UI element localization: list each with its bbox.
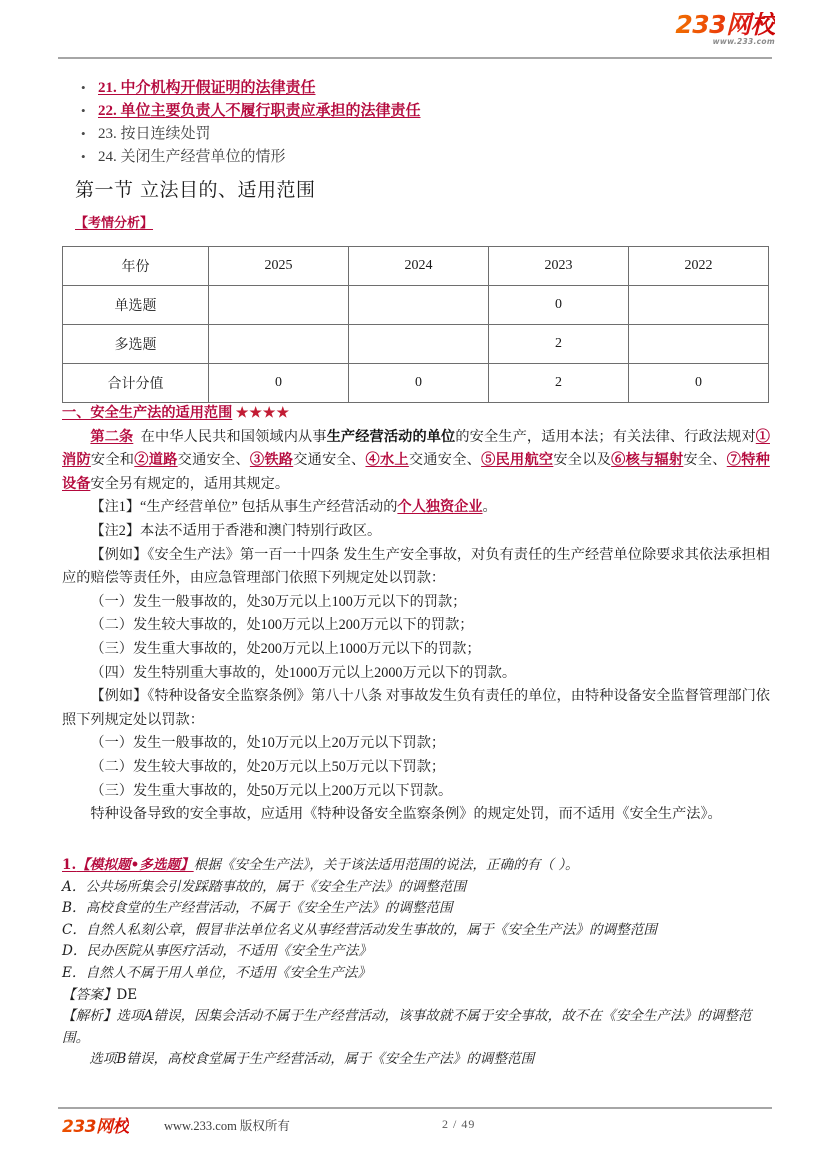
brand-logo [675,12,775,46]
enum-keyword-2: 道路 [148,452,178,469]
table-row-label: 单选题 [63,286,209,325]
question-option[interactable]: A．公共场所集会引发踩踏事故的，属于《安全生产法》的调整范围 [62,878,467,895]
table-cell [209,325,349,364]
article-bold-phrase: 生产经营活动的单位 [326,428,456,445]
note-1-text-a: 【注1】“生产经营单位” 包括从事生产经营活动的 [90,499,398,516]
note-2: 【注2】本法不适用于香港和澳门特别行政区。 [90,522,382,539]
toc-item-label: 23. 按日连续处罚 [98,126,211,142]
exam-statistics-table [62,246,769,403]
list-item[interactable] [78,100,778,123]
enum-marker-5: ⑤ [481,452,496,469]
table-cell: 0 [349,364,489,403]
difficulty-stars: ★★★★ [235,406,291,421]
enum-marker-1: ① [755,428,770,445]
footer-copyright: www.233.com 版权所有 [164,1119,290,1133]
analysis-line-2: 选项B错误，高校食堂属于生产经营活动，属于《安全生产法》的调整范围 [89,1051,535,1068]
question-option[interactable]: D．民办医院从事医疗活动，不适用《安全生产法》 [62,943,372,960]
example-2-item: （一）发生一般事故的，处10万元以上20万元以下罚款； [90,735,446,752]
enum-marker-4: ④ [365,452,380,469]
table-cell [629,325,769,364]
spacer [133,429,140,445]
footer-divider [58,1107,772,1109]
list-item[interactable] [78,77,778,100]
toc-list [78,77,778,169]
example-1-item: （二）发生较大事故的，处100万元以上200万元以下的罚款； [90,617,474,634]
note-1-keyword: 个人独资企业 [397,499,483,516]
enum-marker-3: ③ [249,452,265,469]
enum-marker-6: ⑥ [611,452,626,469]
practice-question-block [62,855,774,1071]
page-footer [62,1112,772,1138]
question-stem-line [62,855,774,877]
analysis-label: 【解析】 [62,1008,117,1025]
note-1 [62,496,770,520]
enum-tail-1: 安全和 [90,452,135,469]
header-divider [58,57,772,59]
table-cell [629,286,769,325]
closing-paragraph: 特种设备导致的安全事故，应适用《特种设备安全监察条例》的规定处罚，而不适用《安全生产法》。 [90,806,722,823]
enum-keyword-1: 消防 [62,452,91,469]
enum-keyword-4: 水上 [379,452,409,469]
brand-logo-text: 233网校 [675,10,775,39]
enum-tail-5: 安全以及 [553,452,612,469]
example-1-item: （三）发生重大事故的，处200万元以上1000万元以下的罚款； [90,640,481,657]
question-type-tag: 【模拟题•多选题】 [76,857,194,873]
article-text-a: 在中华人民共和国领域内从事 [140,428,327,445]
enum-keyword-6: 核与辐射 [625,452,684,469]
page-number: 2 / 49 [442,1117,476,1131]
table-row [63,286,769,325]
example-1-intro: 【例如】《安全生产法》第一百一十四条 发生生产安全事故，对负有责任的生产经营单位除要求其依法承担相应的赔偿等责任外，由应急管理部门依照下列规定处以罚款： [62,546,770,587]
enum-keyword-3: 铁路 [264,452,294,469]
table-row [63,325,769,364]
enum-tail-4: 交通安全、 [408,452,482,469]
question-option[interactable]: B．高校食堂的生产经营活动，不属于《安全生产法》的调整范围 [62,900,453,917]
note-1-text-b: 。 [482,499,497,516]
table-cell [209,286,349,325]
enum-keyword-7: 特种设备 [62,452,770,492]
article-text-b: 的安全生产，适用本法；有关法律、行政法规对 [455,428,756,445]
article-label: 第二条 [90,428,134,445]
enum-tail-6: 安全、 [683,452,727,469]
table-cell: 0 [209,364,349,403]
table-cell: 2 [489,325,629,364]
exam-analysis-label: 【考情分析】 [75,215,154,230]
analysis-line [62,1006,774,1049]
enum-keyword-5: 民用航空 [495,452,554,469]
subsection-heading-text: 一、安全生产法的适用范围 [62,405,233,421]
example-2-item: （三）发生重大事故的，处50万元以上200万元以下罚款。 [90,782,453,799]
table-row [63,364,769,403]
table-header-cell: 年份 [63,247,209,286]
section-title: 第一节 立法目的、适用范围 [75,179,316,201]
answer-line [62,985,774,1007]
example-2-item: （二）发生较大事故的，处20万元以上50万元以下罚款； [90,758,446,775]
brand-logo-url: www.233.com [712,37,775,46]
table-cell [349,325,489,364]
table-row-label: 合计分值 [63,364,209,403]
enum-tail-7: 安全另有规定的，适用其规定。 [90,475,290,492]
question-stem: 根据《安全生产法》，关于该法适用范围的说法，正确的有（ ）。 [193,857,579,873]
question-option[interactable]: E．自然人不属于用人单位，不适用《安全生产法》 [62,964,371,981]
table-header-cell: 2025 [209,247,349,286]
table-cell: 2 [489,364,629,403]
page-header [0,0,830,62]
example-1-item: （四）发生特别重大事故的，处1000万元以上2000万元以下的罚款。 [90,664,517,681]
answer-value: DE [116,986,138,1003]
table-row [63,247,769,286]
table-header-cell: 2022 [629,247,769,286]
answer-label: 【答案】 [62,986,117,1003]
question-option[interactable]: C．自然人私刻公章，假冒非法单位名义从事经营活动发生事故的，属于《安全生产法》的调整范围 [62,921,657,938]
footer-brand-logo: 233网校 [62,1112,129,1137]
analysis-text: 选项A错误，因集会活动不属于生产经营活动，该事故就不属于安全事故，故不在《安全生产法》的调整范围。 [62,1008,752,1046]
table-row-label: 多选题 [63,325,209,364]
enum-marker-2: ② [134,452,149,469]
toc-item-label: 21. 中介机构开假证明的法律责任 [98,80,316,96]
table-cell: 0 [629,364,769,403]
body-content [62,402,770,827]
enum-marker-7: ⑦ [726,452,742,469]
example-1-item: （一）发生一般事故的，处30万元以上100万元以下的罚款； [90,593,467,610]
question-number: 1. [62,857,77,873]
toc-item-label: 24. 关闭生产经营单位的情形 [98,149,286,165]
table-cell [349,286,489,325]
table-header-cell: 2023 [489,247,629,286]
enum-tail-2: 交通安全、 [177,452,250,469]
table-cell: 0 [489,286,629,325]
example-2-intro: 【例如】《特种设备安全监察条例》第八十八条 对事故发生负有责任的单位，由特种设备安全监督管理部门依照下列规定处以罚款： [62,688,770,728]
subsection-heading [62,402,770,426]
list-item[interactable] [78,123,778,146]
table-header-cell: 2024 [349,247,489,286]
enum-tail-3: 交通安全、 [293,452,366,469]
article-paragraph [62,426,770,497]
list-item[interactable] [78,146,778,169]
toc-item-label: 22. 单位主要负责人不履行职责应承担的法律责任 [98,103,421,119]
